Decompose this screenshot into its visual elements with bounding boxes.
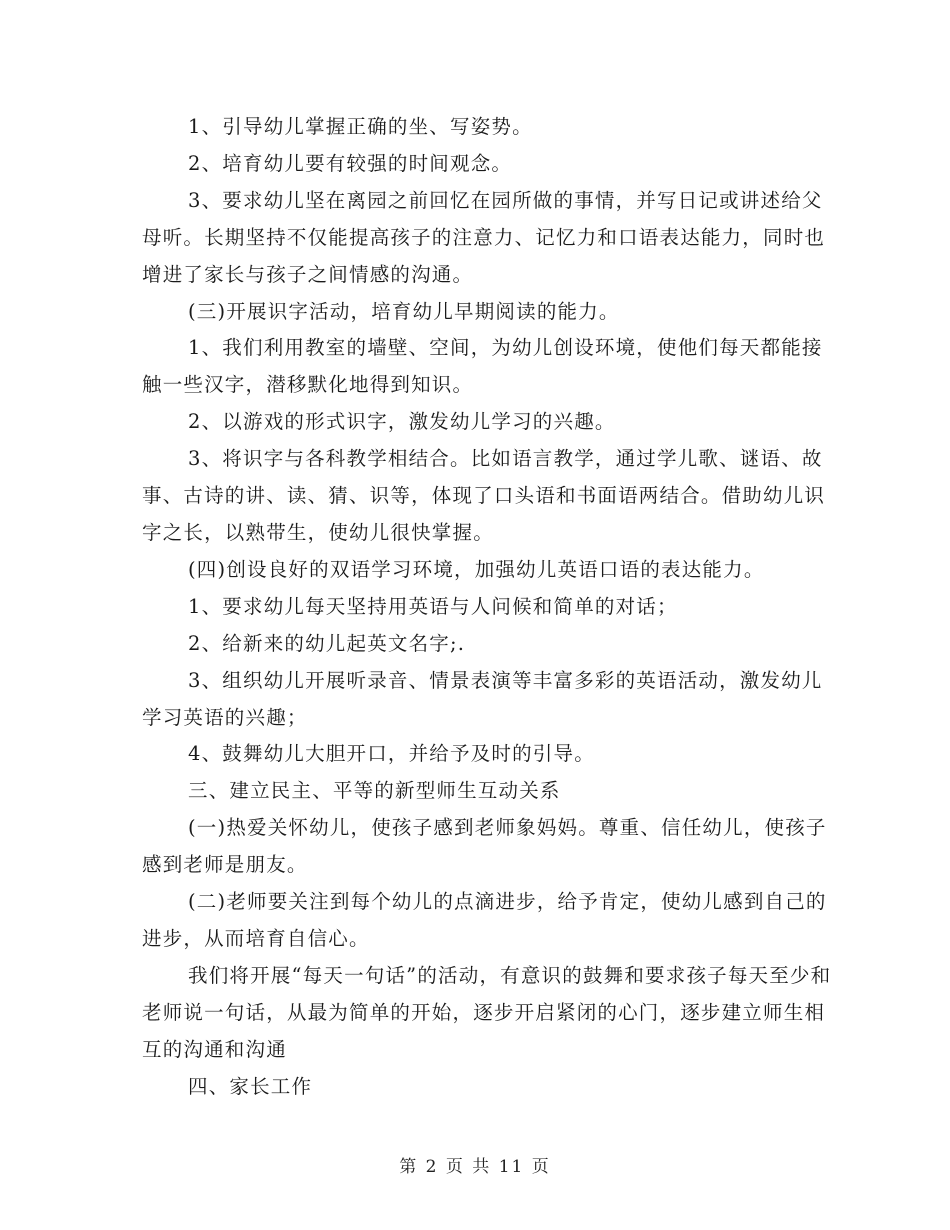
- paragraph-9: 1、要求幼儿每天坚持用英语与人问候和简单的对话；: [188, 594, 678, 618]
- chapter-heading-4: 四、家长工作: [188, 1074, 313, 1098]
- section-heading-3: (三)开展识字活动，培育幼儿早期阅读的能力。: [188, 299, 620, 323]
- paragraph-7: 3、将识字与各科教学相结合。比如语言教学，通过学儿歌、谜语、故事、古诗的讲、读、猜、识等，体现了口头语和书面语两结合。借助幼儿识字之长，以熟带生，使幼儿很快掌握。: [142, 447, 826, 544]
- paragraph-12: 4、鼓舞幼儿大胆开口，并给予及时的引导。: [188, 742, 595, 766]
- paragraph-1: 1、引导幼儿掌握正确的坐、写姿势。: [188, 115, 533, 138]
- paragraph-3: 3、要求幼儿坚在离园之前回忆在园所做的事情，并写日记或讲述给父母听。长期坚持不仅能提高孩子的注意力、记忆力和口语表达能力，同时也增进了家长与孩子之间情感的沟通。: [142, 188, 826, 286]
- paragraph-10: 2、给新来的幼儿起英文名字;.: [188, 631, 466, 655]
- paragraph-2: 2、培育幼儿要有较强的时间观念。: [188, 151, 513, 175]
- page-number-label: 第 2 页 共 11 页: [399, 1157, 551, 1177]
- paragraph-11: 3、组织幼儿开展听录音、情景表演等丰富多彩的英语活动，激发幼儿学习英语的兴趣；: [142, 668, 823, 729]
- chapter-heading-3: 三、建立民主、平等的新型师生互动关系: [188, 779, 561, 803]
- paragraph-14: (一)热爱关怀幼儿，使孩子感到老师象妈妈。尊重、信任幼儿，使孩子感到老师是朋友。: [142, 816, 827, 877]
- paragraph-16: 我们将开展“每天一句话”的活动，有意识的鼓舞和要求孩子每天至少和老师说一句话，从最为简单的开始，逐步开启紧闭的心门，逐步建立师生相互的沟通和沟通: [142, 963, 832, 1061]
- document-body: [142, 109, 832, 1105]
- section-heading-4: (四)创设良好的双语学习环境，加强幼儿英语口语的表达能力。: [188, 557, 765, 581]
- paragraph-6: 2、以游戏的形式识字，激发幼儿学习的兴趣。: [188, 410, 616, 434]
- page-footer: [0, 1152, 950, 1177]
- paragraph-5: 1、我们利用教室的墙壁、空间，为幼儿创设环境，使他们每天都能接触一些汉字，潜移默化地得到知识。: [142, 336, 823, 397]
- paragraph-15: (二)老师要关注到每个幼儿的点滴进步，给予肯定，使幼儿感到自己的进步，从而培育自信心。: [142, 890, 827, 950]
